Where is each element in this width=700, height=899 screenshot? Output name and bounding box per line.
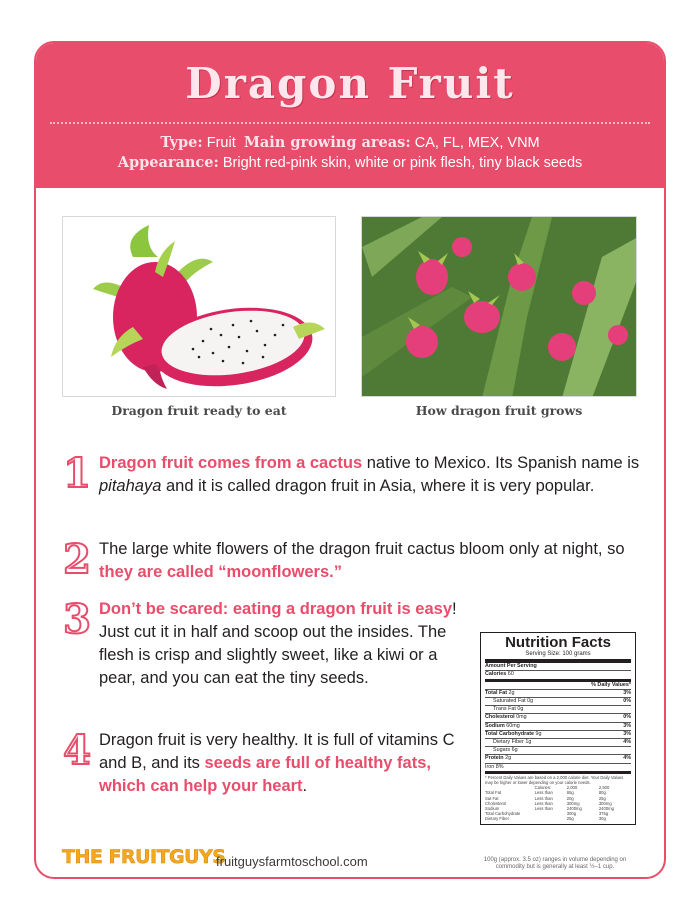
nutrient-label: Sodium 60mg xyxy=(485,722,520,729)
nutrient-dv: 0% xyxy=(623,698,631,705)
fact-body: Dragon fruit is very healthy. It is full of vitamins C and B, and its xyxy=(99,731,455,772)
caption-how-it-grows: How dragon fruit grows xyxy=(415,403,583,418)
type-value: Fruit xyxy=(206,135,236,151)
areas-value: CA, FL, MEX, VNM xyxy=(414,135,540,151)
nutrient-label: Total Fat 2g xyxy=(485,689,515,696)
fact-body: The large white flowers of the dragon fruit cactus bloom only at night, so xyxy=(99,540,625,558)
grid-cell: 2,500 xyxy=(598,785,610,791)
areas-label: Main growing areas: xyxy=(243,134,411,151)
nutrient-row xyxy=(485,747,631,755)
amount-per-serving xyxy=(485,663,631,671)
dv-header: % Daily Values* xyxy=(591,681,631,688)
serving-size: Serving Size: 100 grams xyxy=(485,651,631,663)
fact-body: ! Just cut it in half and scoop out the insides. The flesh is crisp and slightly sweet, like a kiwi or a pear, and you can eat the tiny seeds. xyxy=(99,600,457,687)
grid-cell: 20g xyxy=(566,795,574,801)
photo-dragon-fruit-plant xyxy=(361,216,637,397)
fact-text xyxy=(99,729,469,798)
dotted-divider xyxy=(50,122,650,124)
nutrient-dv: 0% xyxy=(623,714,631,721)
nutrient-label: Trans Fat 0g xyxy=(493,706,524,713)
fact-body: native to Mexico. Its Spanish name is xyxy=(362,454,640,472)
grid-cell: Less than xyxy=(534,790,553,796)
grid-cell: 25g xyxy=(566,816,574,822)
nutrient-row xyxy=(485,706,631,714)
nutrient-dv: 3% xyxy=(623,689,631,696)
calories-value: 60 xyxy=(507,671,514,678)
grid-cell: Cholesterol xyxy=(485,800,507,806)
nutrient-row xyxy=(485,739,631,747)
iron-row xyxy=(485,764,631,774)
grid-cell: 25g xyxy=(598,795,606,801)
caption-ready-to-eat: Dragon fruit ready to eat xyxy=(111,403,287,418)
type-areas-line xyxy=(36,134,664,151)
grid-cell: Less than xyxy=(534,806,553,812)
grid-cell: 30g xyxy=(598,816,606,822)
nutrient-label: Saturated Fat 0g xyxy=(493,698,534,705)
serving-footnote: 100g (approx. 3.5 oz) ranges in volume depending on commodity but is generally at least ½–1 cup. xyxy=(483,857,627,870)
grid-cell: 375g xyxy=(598,811,609,817)
fact-number: 3 xyxy=(63,596,91,643)
website-url: fruitguysfarmtoschool.com xyxy=(216,854,368,869)
grid-cell: Sat Fat xyxy=(485,795,499,801)
daily-values-grid xyxy=(485,785,631,821)
nutrient-label: Sugars 6g xyxy=(493,747,518,754)
photo-dragon-fruit-cut xyxy=(62,216,336,397)
nutrient-label: Cholesterol 0mg xyxy=(485,714,527,721)
grid-cell: 80g xyxy=(598,790,606,796)
fact-highlight: seeds are full of healthy fats, which can help your heart xyxy=(99,754,431,795)
nutrient-row xyxy=(485,690,631,698)
calories-row xyxy=(485,671,631,681)
nutrient-row xyxy=(485,731,631,739)
appearance-line xyxy=(36,154,664,171)
header-band xyxy=(36,43,664,188)
grid-cell: 2,000 xyxy=(566,785,578,791)
grid-cell: Dietary Fiber xyxy=(485,816,509,822)
nutrition-facts-label xyxy=(480,632,636,825)
grid-cell: Less than xyxy=(534,800,553,806)
grid-cell: Less than xyxy=(534,795,553,801)
fact-highlight: Dragon fruit comes from a cactus xyxy=(99,454,363,472)
grid-cell: 2400mg xyxy=(598,806,614,812)
fact-body: and it is called dragon fruit in Asia, where it is very popular. xyxy=(161,477,595,495)
nutrient-label: Dietary Fiber 1g xyxy=(493,739,532,746)
fact-number: 2 xyxy=(63,536,91,583)
nutrient-dv: 3% xyxy=(623,722,631,729)
grid-cell: 65g xyxy=(566,790,574,796)
iron-value: Iron 8% xyxy=(485,763,504,770)
grid-cell: Calories: xyxy=(534,785,552,791)
type-label: Type: xyxy=(160,134,203,151)
nutrient-label: Total Carbohydrate 9g xyxy=(485,730,542,737)
fact-text xyxy=(99,538,644,584)
grid-cell: Sodium xyxy=(485,806,500,812)
nutrient-dv: 4% xyxy=(623,739,631,746)
fact-number: 1 xyxy=(63,450,91,497)
dv-header-row xyxy=(485,682,631,690)
fact-text xyxy=(99,598,474,690)
grid-cell: 300mg xyxy=(566,800,580,806)
nutrient-row xyxy=(485,755,631,763)
fact-body: . xyxy=(302,777,308,795)
fact-highlight: Don’t be scared: eating a dragon fruit is easy xyxy=(99,600,453,618)
nutrition-footnote: * Percent Daily Values are based on a 2,000 calorie diet. Your Daily Values may be higher or lower depending on your calorie needs. xyxy=(485,774,624,786)
nutrient-row xyxy=(485,723,631,731)
page-title: Dragon Fruit xyxy=(185,59,515,108)
fact-number: 4 xyxy=(63,727,91,774)
nutrient-label: Protein 2g xyxy=(485,755,512,762)
grid-cell: 2400mg xyxy=(566,806,582,812)
nutrient-dv: 3% xyxy=(623,730,631,737)
nutrient-row xyxy=(485,714,631,722)
fruitguys-logo: THE FRUITGUYS xyxy=(62,846,226,868)
grid-cell: Total Carbohydrate xyxy=(485,811,521,817)
grid-cell: 300g xyxy=(566,811,577,817)
appearance-value: Bright red-pink skin, white or pink flesh, tiny black seeds xyxy=(222,155,583,171)
fact-text xyxy=(99,452,644,498)
nutrition-title: Nutrition Facts xyxy=(505,634,611,651)
nutrient-row xyxy=(485,698,631,706)
grid-cell: 300mg xyxy=(598,800,612,806)
nutrient-dv: 4% xyxy=(623,755,631,762)
nutrient-rows xyxy=(485,690,631,764)
amount-per-label: Amount Per Serving xyxy=(485,663,537,670)
fact-highlight: they are called “moonflowers.” xyxy=(99,563,342,581)
appearance-label: Appearance: xyxy=(117,154,219,171)
grid-cell: Total Fat xyxy=(485,790,502,796)
fact-italic: pitahaya xyxy=(99,477,162,495)
grid-cell xyxy=(535,816,567,821)
calories-label: Calories xyxy=(485,671,507,678)
